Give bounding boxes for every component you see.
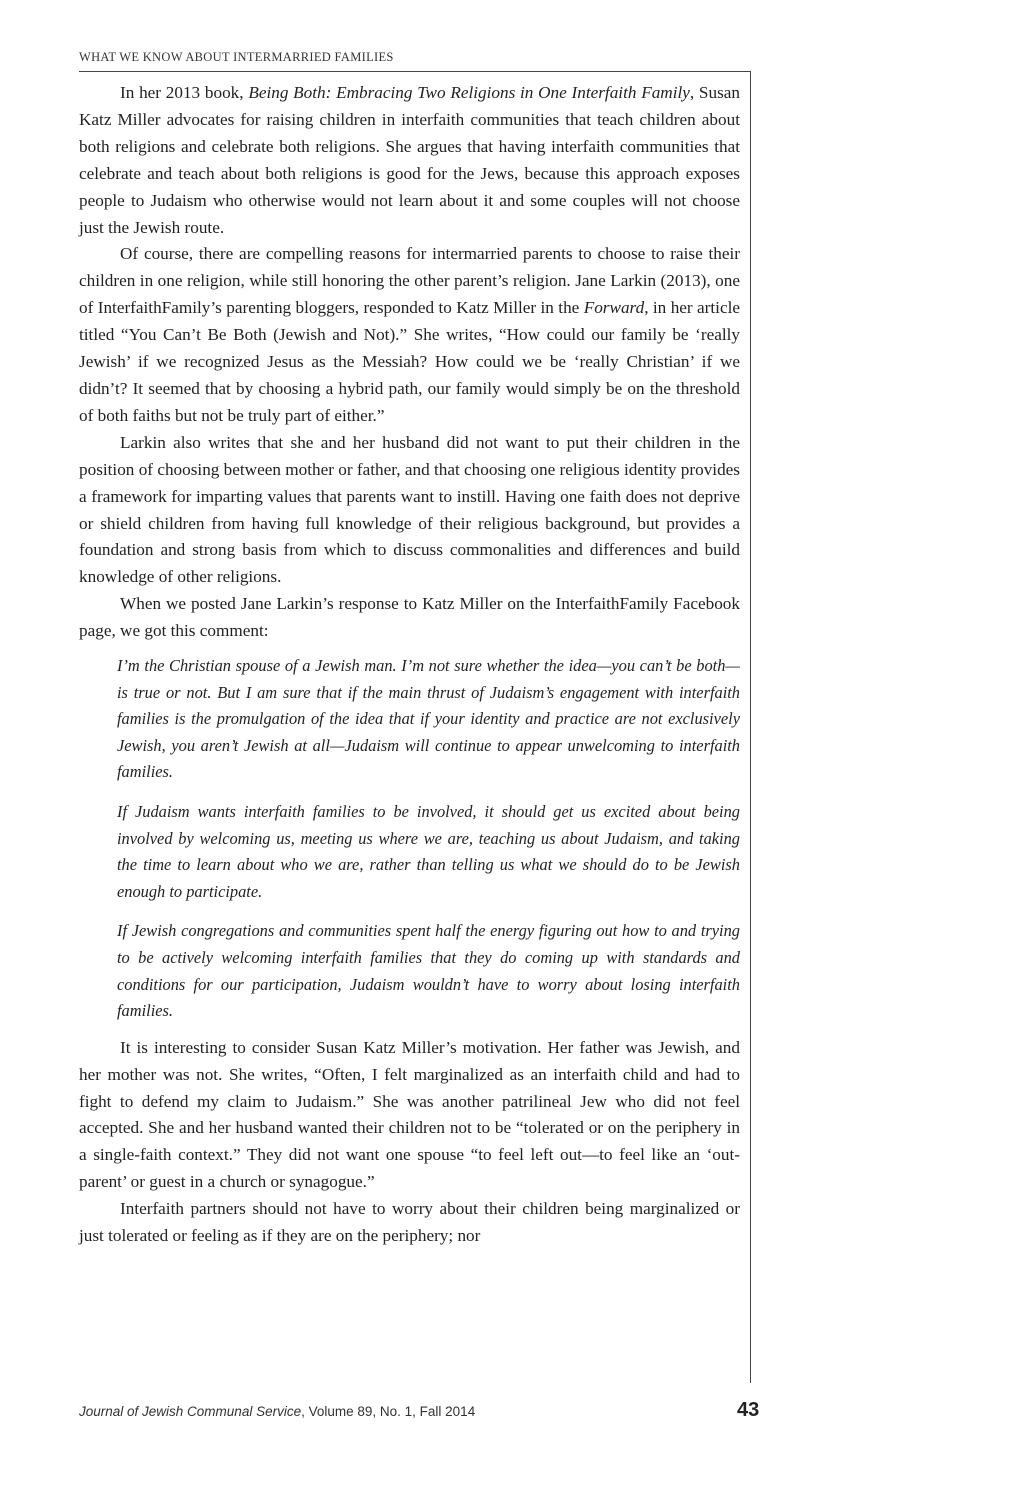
top-rule (79, 71, 751, 72)
block-quote (117, 653, 740, 1025)
quote-paragraph: If Judaism wants interfaith families to be involved, it should get us excited about being involved by welcoming us, meeting us where we are, teaching us about Judaism, and taking the time to learn about who we are, rather than telling us what we should do to be Jewish enough to participate. (117, 802, 740, 901)
paragraph: Interfaith partners should not have to worry about their children being marginalized or just tolerated or feeling as if they are on the periphery; nor (79, 1199, 740, 1246)
paragraph-text: Of course, there are compelling reasons for intermarried parents to choose to raise their children in one religion, while still honoring the other parent’s religion. Jane Larkin (2013), one of InterfaithFamily’s parenting bloggers, responded to Katz Miller in the (79, 244, 740, 318)
paragraph-text: In her 2013 book, (120, 83, 249, 102)
journal-name: Journal of Jewish Communal Service (79, 1404, 302, 1419)
book-title: Being Both: Embracing Two Religions in One Interfaith Family (248, 83, 690, 102)
paragraph: When we posted Jane Larkin’s response to Katz Miller on the InterfaithFamily Facebook page, we got this comment: (79, 594, 740, 641)
publication-title: Forward (583, 298, 645, 318)
paragraph (79, 80, 740, 241)
issue-info: , Volume 89, No. 1, Fall 2014 (301, 1404, 476, 1419)
page-number: 43 (737, 1399, 760, 1421)
paragraph-text: , in her article titled “You Can’t Be Both (Jewish and Not).” She writes, “How could our family be ‘really Jewish’ if we recognized Jesus as the Messiah? How could we be ‘really Christian’ if we didn’t? It seemed that by choosing a hybrid path, our family would simply be on the threshold of both faiths but not be truly part of either.” (79, 298, 740, 425)
paragraph-text: , Susan Katz Miller advocates for raising children in interfaith communities that teach children about both religions and celebrate both religions. She argues that having interfaith communities that celebrate and teach about both religions is good for the Jews, because this approach exposes people to Judaism who otherwise would not learn about it and some couples will not choose just the Jewish route. (79, 83, 740, 237)
side-rule (750, 71, 751, 1383)
running-head: WHAT WE KNOW ABOUT INTERMARRIED FAMILIES (79, 50, 394, 64)
paragraph: Larkin also writes that she and her husband did not want to put their children in the position of choosing between mother or father, and that choosing one religious identity provides a framework for imparting values that parents want to instill. Having one faith does not deprive or shield children from having full knowledge of their religious background, but provides a foundation and strong basis from which to discuss commonalities and differences and build knowledge of other religions. (79, 432, 740, 587)
paragraph: It is interesting to consider Susan Katz Miller’s motivation. Her father was Jewish, and her mother was not. She writes, “Often, I felt marginalized as an interfaith child and had to fight to defend my claim to Judaism.” She was another patrilineal Jew who did not feel accepted. She and her husband wanted their children not to be “tolerated or on the periphery in a single-faith context.” They did not want one spouse “to feel left out—to feel like an ‘out-parent’ or guest in a church or synagogue.” (79, 1037, 740, 1192)
quote-paragraph: If Jewish congregations and communities spent half the energy figuring out how to and trying to be actively welcoming interfaith families that they do coming up with standards and conditions for our participation, Judaism wouldn’t have to worry about losing interfaith families. (117, 921, 740, 1021)
article-body (79, 80, 740, 1250)
footer-citation (79, 1404, 475, 1419)
paragraph (79, 241, 740, 429)
quote-paragraph: I’m the Christian spouse of a Jewish man. I’m not sure whether the idea—you can’t be both—is true or not. But I am sure that if the main thrust of Judaism’s engagement with interfaith families is the promulgation of the idea that if your identity and practice are not exclusively Jewish, you aren’t Jewish at all—Judaism will continue to appear unwelcoming to interfaith families. (117, 656, 740, 782)
